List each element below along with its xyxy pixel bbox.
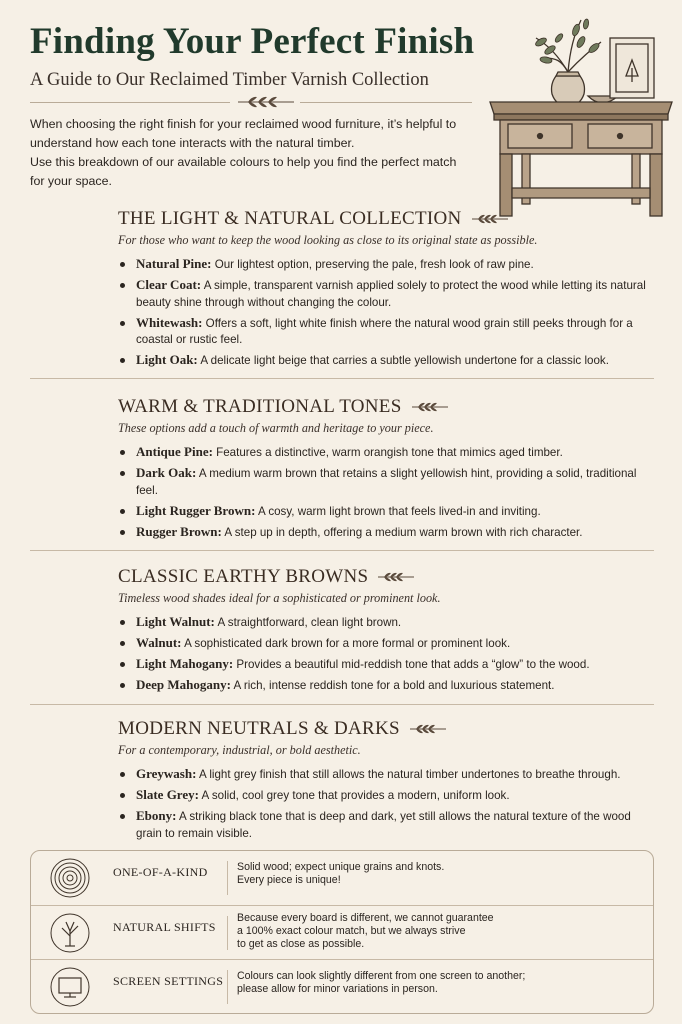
section-divider bbox=[30, 550, 654, 551]
leaf-ornament-icon bbox=[236, 94, 296, 110]
note-text bbox=[237, 861, 637, 887]
section-description: Timeless wood shades ideal for a sophisticated or prominent look. bbox=[118, 591, 441, 605]
leaf-ornament-icon bbox=[376, 570, 416, 584]
intro-paragraph-2: Use this breakdown of our available colours to help you find the perfect match for your space. bbox=[30, 155, 457, 188]
list-item bbox=[118, 352, 658, 370]
finish-description: A simple, transparent varnish applied solely to protect the wood while letting its natural beauty shine through without changing the colour. bbox=[136, 279, 646, 309]
notes-panel bbox=[30, 850, 654, 1014]
note-separator bbox=[227, 916, 228, 950]
finish-description: Features a distinctive, warm orangish tone that mimics aged timber. bbox=[212, 446, 563, 459]
subtitle-rule-right bbox=[300, 102, 472, 103]
section-description: These options add a touch of warmth and heritage to your piece. bbox=[118, 421, 434, 435]
leaf-ornament-icon bbox=[408, 722, 448, 736]
list-item bbox=[118, 315, 658, 349]
finish-description: A light grey finish that still allows the natural timber undertones to breathe through. bbox=[196, 768, 621, 781]
finish-name: Slate Grey: bbox=[136, 787, 199, 802]
section-divider bbox=[30, 378, 654, 379]
finish-name: Whitewash: bbox=[136, 314, 203, 330]
finish-name: Light Oak: bbox=[136, 352, 198, 367]
list-item bbox=[118, 503, 658, 521]
section-description: For a contemporary, industrial, or bold aesthetic. bbox=[118, 743, 361, 757]
finish-description: A cosy, warm light brown that feels lived-in and inviting. bbox=[255, 504, 541, 518]
section-description: For those who want to keep the wood looking as close to its original state as possible. bbox=[118, 233, 538, 247]
note-separator bbox=[227, 970, 228, 1004]
note-natural-shifts bbox=[31, 905, 653, 960]
list-item bbox=[118, 787, 658, 805]
finish-description: A step up in depth, offering a medium warm brown with rich character. bbox=[221, 525, 583, 539]
wood-rings-icon bbox=[49, 857, 91, 899]
intro-text bbox=[30, 115, 470, 191]
note-text bbox=[237, 912, 637, 951]
note-line: Solid wood; expect unique grains and knots. bbox=[237, 861, 445, 873]
section-light-natural bbox=[118, 208, 658, 373]
section-title-text: CLASSIC EARTHY BROWNS bbox=[118, 566, 369, 587]
finish-description: Our lightest option, preserving the pale, fresh look of raw pine. bbox=[211, 258, 534, 271]
note-line: Every piece is unique! bbox=[237, 874, 341, 886]
note-line: please allow for minor variations in person. bbox=[237, 983, 438, 995]
note-screen-settings bbox=[31, 959, 653, 1014]
finish-name: Natural Pine: bbox=[136, 256, 212, 271]
section-modern-neutrals bbox=[118, 718, 658, 846]
note-line: Because every board is different, we cannot guarantee bbox=[237, 912, 494, 924]
finish-description: A straightforward, clean light brown. bbox=[214, 616, 402, 629]
list-item bbox=[118, 614, 658, 632]
section-title bbox=[118, 566, 658, 588]
finish-description: A delicate light beige that carries a subtle yellowish undertone for a classic look. bbox=[197, 354, 609, 367]
list-item bbox=[118, 656, 658, 674]
finish-description: A striking black tone that is deep and dark, yet still allows the natural texture of the wood grain to remain visible. bbox=[136, 810, 631, 840]
finish-list bbox=[118, 256, 658, 370]
finish-name: Antique Pine: bbox=[136, 444, 213, 459]
finish-description: A medium warm brown that retains a slight yellowish hint, providing a solid, traditional feel. bbox=[136, 467, 637, 497]
finish-name: Greywash: bbox=[136, 766, 197, 781]
finish-name: Walnut: bbox=[136, 635, 182, 650]
list-item bbox=[118, 766, 658, 784]
note-line: to get as close as possible. bbox=[237, 938, 365, 950]
section-warm-traditional bbox=[118, 396, 658, 545]
finish-name: Light Mahogany: bbox=[136, 656, 234, 671]
finish-description: Offers a soft, light white finish where the natural wood grain still peeks through for a coastal or rustic feel. bbox=[136, 316, 633, 346]
section-earthy-browns bbox=[118, 566, 658, 698]
section-title bbox=[118, 718, 658, 740]
list-item bbox=[118, 635, 658, 653]
finish-name: Ebony: bbox=[136, 808, 177, 823]
finish-description: A sophisticated dark brown for a more formal or prominent look. bbox=[181, 637, 511, 650]
note-text bbox=[237, 970, 637, 996]
page-title: Finding Your Perfect Finish bbox=[30, 21, 475, 62]
note-label: ONE-OF-A-KIND bbox=[113, 865, 208, 879]
section-title-text: WARM & TRADITIONAL TONES bbox=[118, 396, 402, 417]
note-one-of-a-kind bbox=[31, 851, 653, 905]
finish-description: A solid, cool grey tone that provides a modern, uniform look. bbox=[198, 789, 510, 802]
list-item bbox=[118, 444, 658, 462]
list-item bbox=[118, 524, 658, 542]
note-label: NATURAL SHIFTS bbox=[113, 920, 216, 934]
subtitle-rule-left bbox=[30, 102, 230, 103]
monitor-icon bbox=[49, 966, 91, 1008]
section-divider bbox=[30, 704, 654, 705]
list-item bbox=[118, 808, 658, 842]
finish-list bbox=[118, 614, 658, 695]
finish-list bbox=[118, 444, 658, 541]
section-title bbox=[118, 208, 658, 230]
finish-name: Deep Mahogany: bbox=[136, 677, 231, 692]
section-title-text: MODERN NEUTRALS & DARKS bbox=[118, 718, 400, 739]
note-separator bbox=[227, 861, 228, 895]
finish-name: Clear Coat: bbox=[136, 277, 202, 292]
console-table-illustration bbox=[486, 10, 676, 220]
finish-description: A rich, intense reddish tone for a bold and luxurious statement. bbox=[230, 679, 555, 692]
finish-name: Rugger Brown: bbox=[136, 523, 222, 539]
finish-description: Provides a beautiful mid-reddish tone that adds a “glow” to the wood. bbox=[233, 658, 590, 671]
list-item bbox=[118, 677, 658, 695]
note-label: SCREEN SETTINGS bbox=[113, 974, 224, 988]
leaf-ornament-icon bbox=[470, 212, 510, 226]
note-line: Colours can look slightly different from one screen to another; bbox=[237, 970, 526, 982]
tree-icon bbox=[49, 912, 91, 954]
page-subtitle: A Guide to Our Reclaimed Timber Varnish Collection bbox=[30, 70, 429, 90]
section-title bbox=[118, 396, 658, 418]
section-title-text: THE LIGHT & NATURAL COLLECTION bbox=[118, 208, 462, 229]
list-item bbox=[118, 465, 658, 499]
finish-list bbox=[118, 766, 658, 842]
finish-name: Light Walnut: bbox=[136, 614, 215, 629]
leaf-ornament-icon bbox=[410, 400, 450, 414]
finish-name: Dark Oak: bbox=[136, 465, 197, 480]
intro-paragraph-1: When choosing the right finish for your reclaimed wood furniture, it’s helpful to understand how each tone interacts with the natural timber. bbox=[30, 117, 457, 150]
list-item bbox=[118, 277, 658, 311]
note-line: a 100% exact colour match, but we always strive bbox=[237, 925, 466, 937]
finish-name: Light Rugger Brown: bbox=[136, 502, 256, 518]
list-item bbox=[118, 256, 658, 274]
